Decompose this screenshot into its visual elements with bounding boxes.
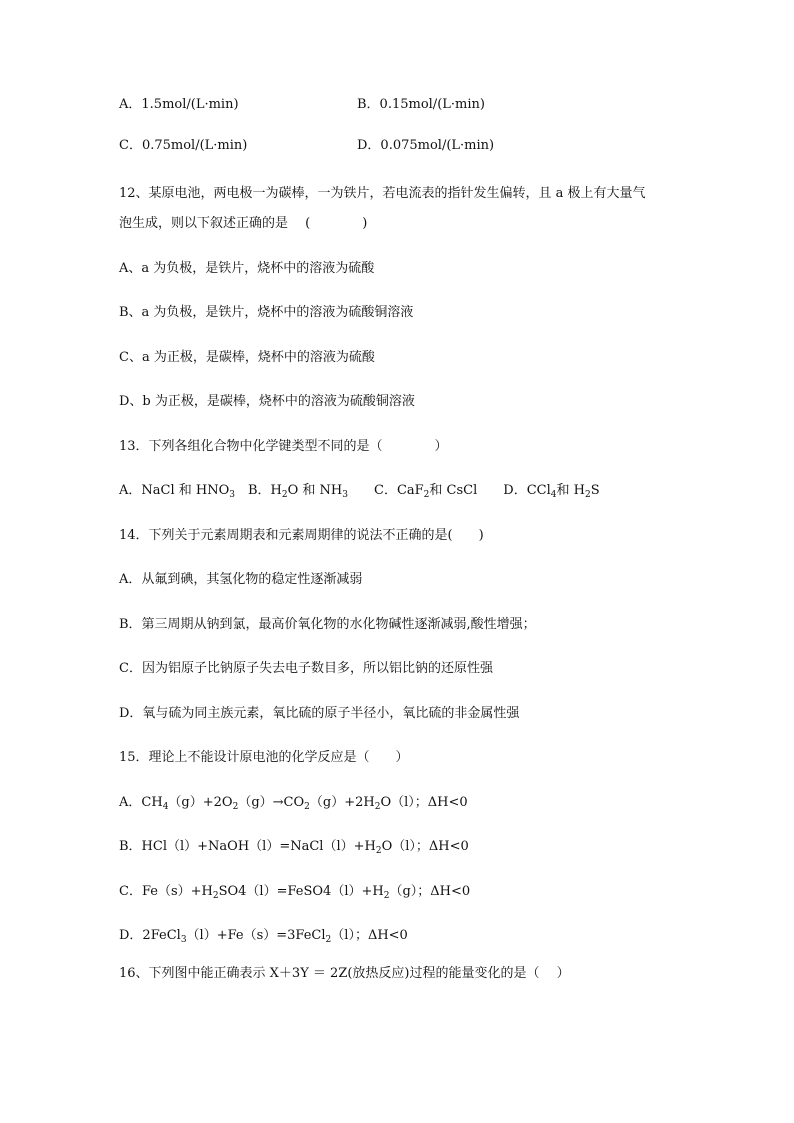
q15-option-c: C．$Fe(s)+H_2SO4(l)=FeSO4(l)+H_2(g)$；ΔH<0 [119,884,471,901]
q14-option-b: B．第三周期从钠到氯，最高价氧化物的水化物碱性逐渐减弱,酸性增强； [119,617,536,632]
q12-stem-line2: 泡生成，则以下叙述正确的是 ( ) [119,216,368,231]
q11-option-d: D．0.075mol/(L·min) [357,138,495,153]
q14-option-d: D．氧与硫为同主族元素，氧比硫的原子半径小，氧比硫的非金属性强 [119,706,520,721]
q15-option-a: A．$CH_4(g)+2O_2(g)\to CO_2(g)+2H_2O(l)$；ΔH<0 [119,795,468,812]
q14-stem: 14．下列关于元素周期表和元素周期律的说法不正确的是( ) [119,528,484,543]
q13-stem: 13．下列各组化合物中化学键类型不同的是（ ） [119,439,448,454]
q15-option-b: B．$HCl(l)+NaOH(l)=NaCl(l)+H_2O(l)$；ΔH<0 [119,839,469,856]
q11-option-c: C．0.75mol/(L·min) [119,138,248,153]
q11-option-a: A．1.5mol/(L·min) [119,97,239,112]
q11-option-b: B．0.15mol/(L·min) [357,97,485,112]
q15-stem: 15．理论上不能设计原电池的化学反应是（ ） [119,750,409,765]
q14-option-c: C．因为铝原子比钠原子失去电子数目多，所以铝比钠的还原性强 [119,661,493,676]
q15-option-d: D．2FeCl$_3$（l）+Fe（s）=3FeCl$_2$（l）；ΔH<0 [119,928,408,945]
q16-stem: 16、下列图中能正确表示 X＋3Y ＝ 2Z(放热反应)过程的能量变化的是（ ） [119,966,570,981]
q12-option-d: D、b 为正极，是碳棒，烧杯中的溶液为硫酸铜溶液 [119,394,415,409]
q12-option-a: A、a 为负极，是铁片，烧杯中的溶液为硫酸 [119,261,375,276]
q13-options: A．NaCl 和 $HNO_3$ B．$H_2O$ 和 $NH_3$ C．CaF$_2$和 CsCl D．CCl$_4$和 $H_2S$ [119,483,600,500]
q12-stem-line1: 12、某原电池，两电极一为碳棒，一为铁片，若电流表的指针发生偏转，且 a 极上有大量气 [119,186,646,201]
q14-option-a: A．从氟到碘，其氢化物的稳定性逐渐减弱 [119,572,363,587]
q12-option-c: C、a 为正极，是碳棒，烧杯中的溶液为硫酸 [119,350,375,365]
q12-option-b: B、a 为负极，是铁片，烧杯中的溶液为硫酸铜溶液 [119,305,414,320]
